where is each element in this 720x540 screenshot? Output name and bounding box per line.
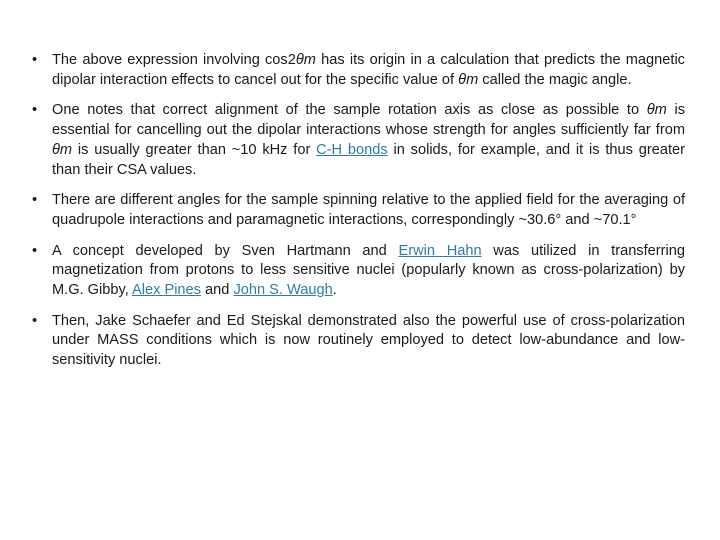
text-run: . [332, 282, 337, 299]
bullet-item-magic-angle-origin [32, 51, 685, 90]
bullet-text [52, 52, 685, 88]
link-c-h-bonds[interactable]: C-H bonds [316, 141, 388, 158]
bullet-text [52, 243, 685, 298]
bullet-marker: • [32, 52, 38, 68]
text-run: was utilized in transferring magnetization from protons to less sensitive nuclei (popularly known as cross-polarization) by M.G. Gibby, [52, 242, 685, 299]
text-run: A concept developed by Sven Hartmann and [52, 242, 399, 259]
italic-symbol: θm [52, 141, 73, 158]
bullet-marker: • [32, 312, 38, 329]
text-run: There are different angles for the sample spinning relative to the applied field for the averaging of quadrupole interactions and paramagnetic interactions, correspondingly ~30.6° and ~70.1° [52, 192, 685, 228]
bullet-text [52, 192, 685, 228]
text-run: has its origin in a calculation that predicts the magnetic dipolar interaction effects to cancel out for the specific value of [52, 52, 685, 88]
text-run: is usually greater than ~10 kHz for [72, 141, 317, 158]
bullet-text [52, 102, 685, 177]
italic-symbol: θm [295, 52, 316, 68]
text-run: and [200, 282, 234, 299]
text-run: One notes that correct alignment of the sample rotation axis as close as possible to [52, 102, 647, 119]
bullet-text [52, 313, 685, 368]
bullet-item-schaefer-stejskal [32, 312, 685, 371]
bullet-item-cross-polarization-concept [32, 242, 685, 301]
bullet-marker: • [32, 242, 38, 259]
bullet-item-different-angles [32, 191, 685, 230]
text-run: in solids, for example, and it is thus greater than their CSA values. [52, 141, 685, 178]
link-erwin-hahn[interactable]: Erwin Hahn [398, 242, 482, 259]
text-run: The above expression involving cos2 [52, 52, 296, 68]
bullet-list [32, 51, 685, 382]
text-run: is essential for cancelling out the dipolar interactions whose strength for angles sufficiently far from [52, 102, 685, 139]
italic-symbol: θm [458, 71, 479, 88]
text-run: called the magic angle. [478, 71, 632, 88]
bullet-marker: • [32, 102, 38, 119]
link-alex-pines[interactable]: Alex Pines [132, 282, 201, 299]
link-john-s-waugh[interactable]: John S. Waugh [233, 282, 333, 299]
bullet-marker: • [32, 192, 38, 209]
italic-symbol: θm [646, 102, 667, 119]
bullet-item-rotation-axis-alignment [32, 101, 685, 180]
text-run: Then, Jake Schaefer and Ed Stejskal demonstrated also the powerful use of cross-polarization under MASS conditions which is now routinely employed to detect low-abundance and low-sensitivity nuclei. [52, 312, 685, 369]
